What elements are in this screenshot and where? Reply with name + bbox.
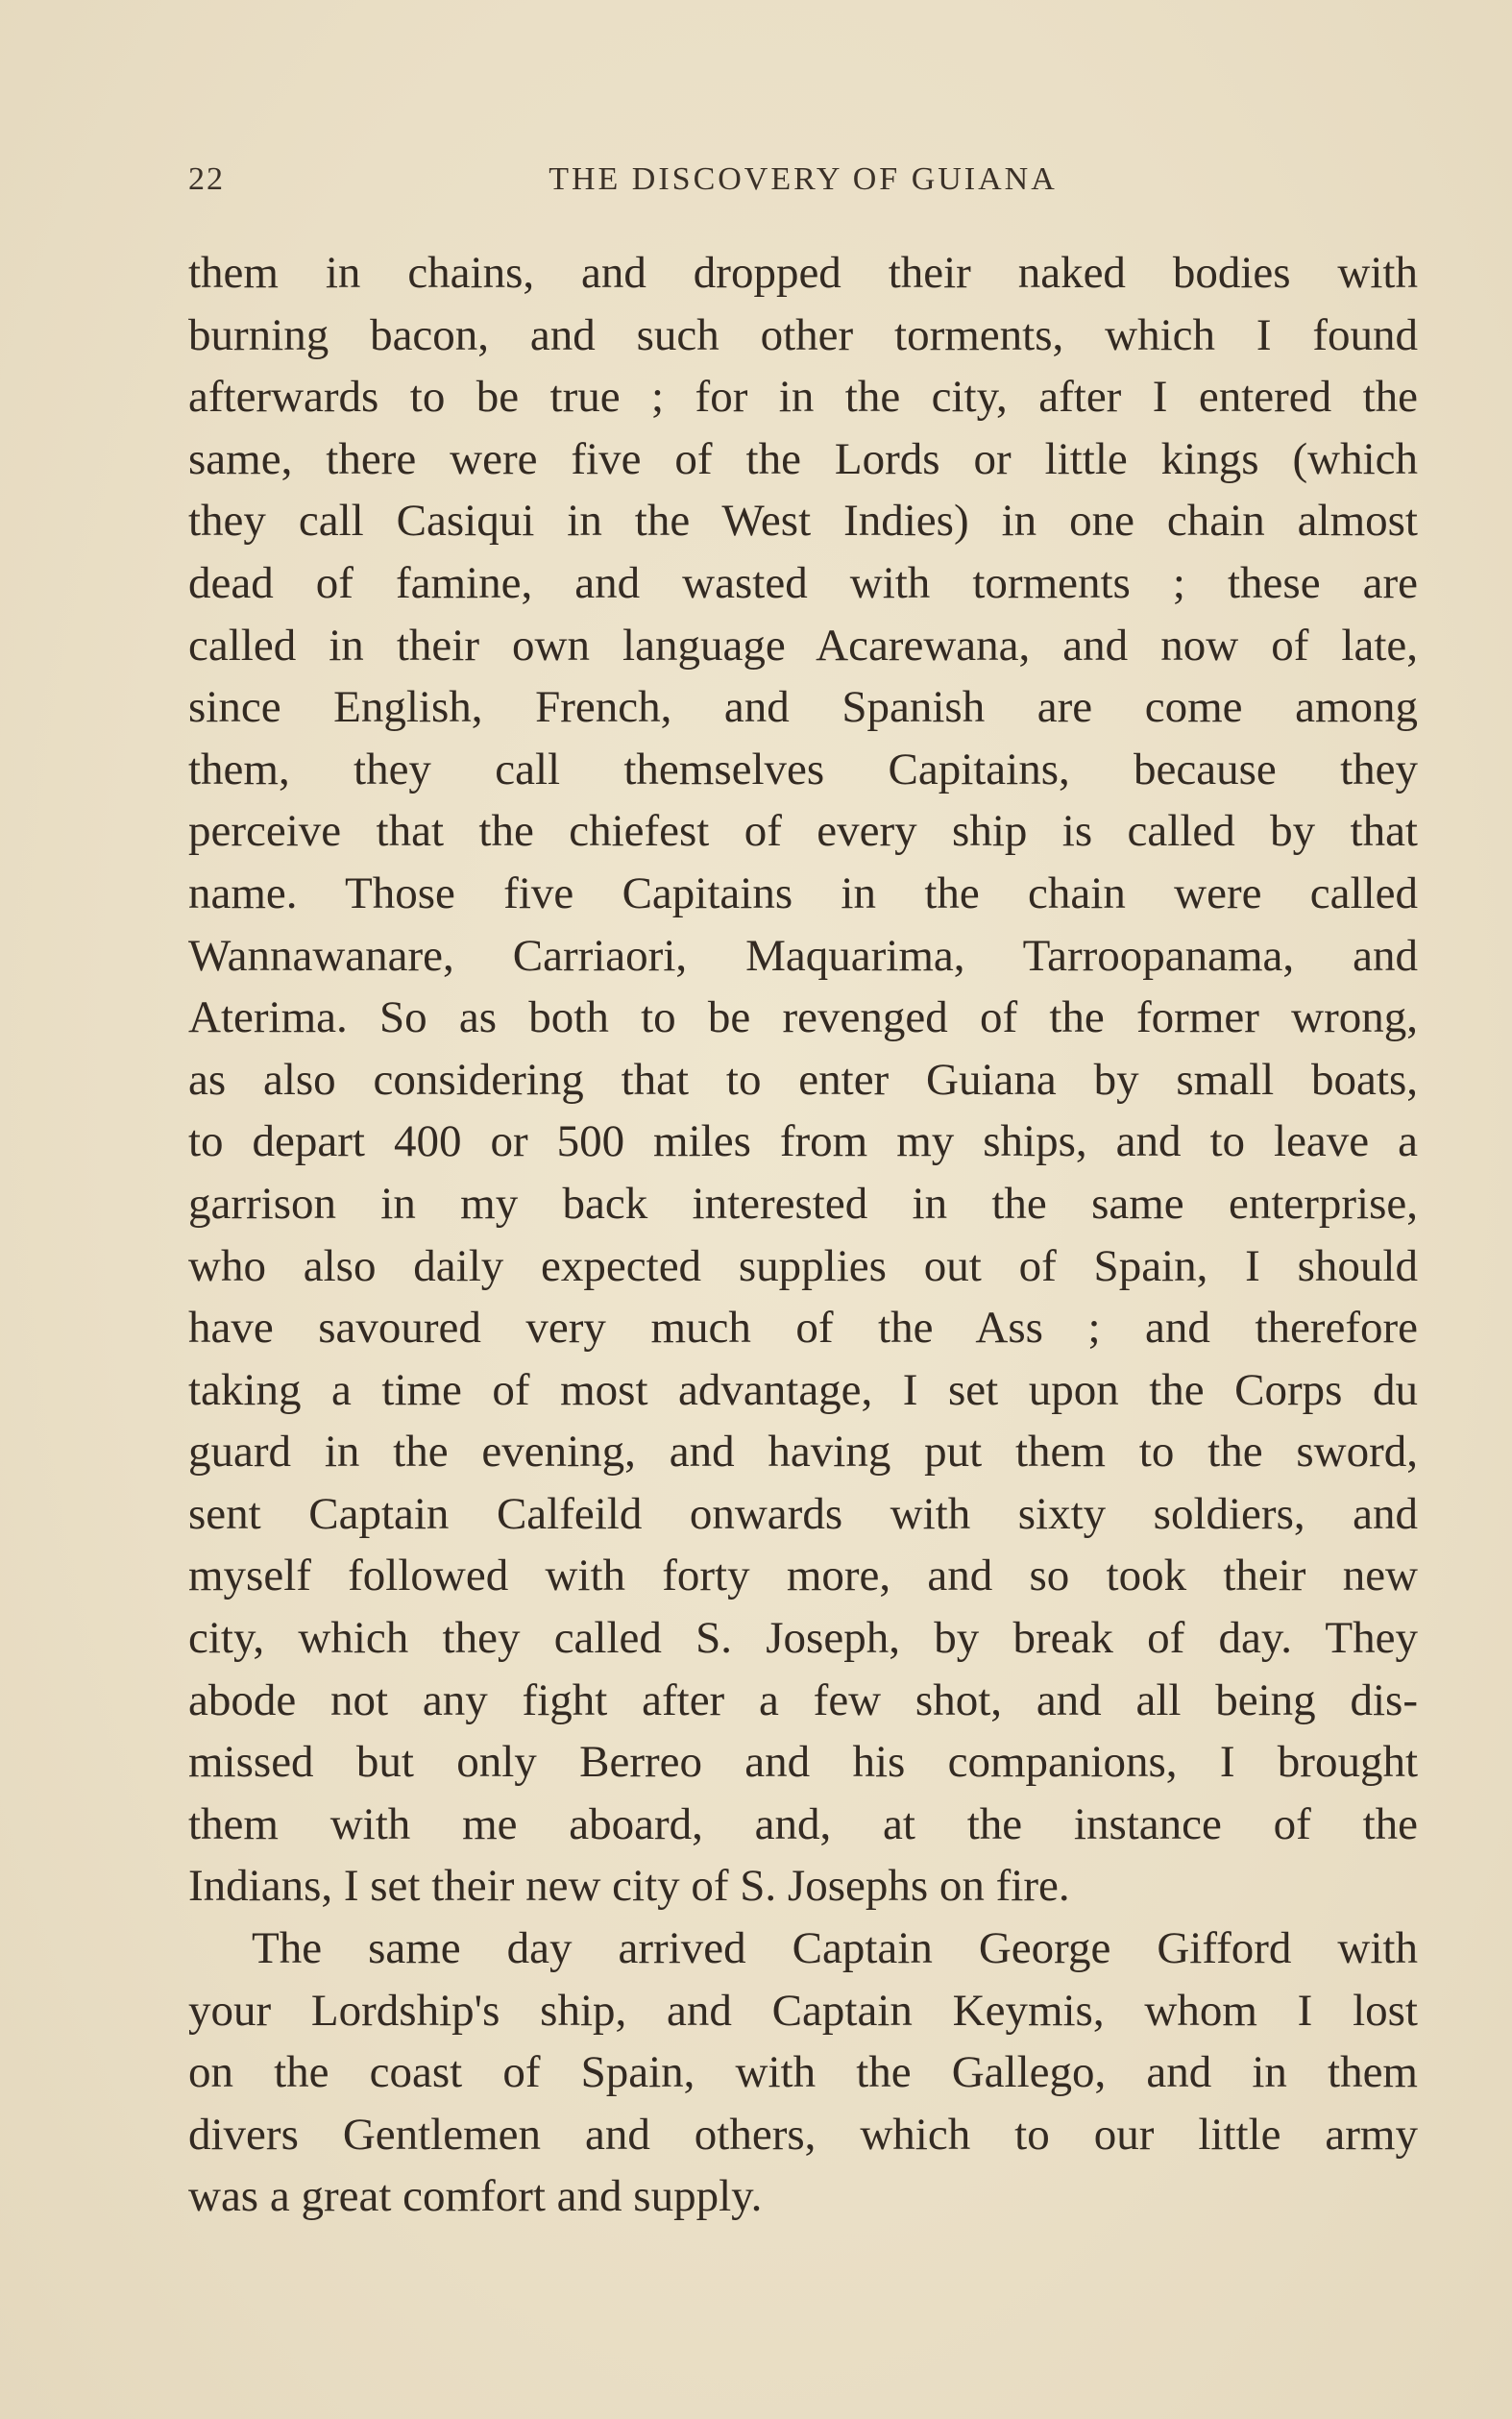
- text-line: to depart 400 or 500 miles from my ships, and to leave a: [188, 1116, 1418, 1167]
- text-line: divers Gentlemen and others, which to our little army: [188, 2109, 1418, 2160]
- text-line: burning bacon, and such other torments, which I found: [188, 309, 1418, 360]
- text-line: called in their own language Acarewana, and now of late,: [188, 620, 1418, 671]
- text-line: on the coast of Spain, with the Gallego, and in them: [188, 2047, 1418, 2098]
- page-header: [188, 152, 1418, 209]
- text-line: name. Those five Capitains in the chain were called: [188, 867, 1418, 918]
- text-line: Wannawanare, Carriaori, Maquarima, Tarroopanama, and: [188, 930, 1418, 981]
- text-line: myself followed with forty more, and so took their new: [188, 1551, 1418, 1601]
- text-line: abode not any fight after a few shot, and all being dis-: [188, 1674, 1418, 1725]
- text-line: Aterima. So as both to be revenged of the former wrong,: [188, 992, 1418, 1043]
- text-line: garrison in my back interested in the same enterprise,: [188, 1178, 1418, 1229]
- text-line: your Lordship's ship, and Captain Keymis, whom I lost: [188, 1985, 1418, 2036]
- text-line: was a great comfort and supply.: [188, 2171, 763, 2222]
- text-line: as also considering that to enter Guiana by small boats,: [188, 1054, 1418, 1105]
- text-line: have savoured very much of the Ass ; and therefore: [188, 1303, 1418, 1354]
- text-line: taking a time of most advantage, I set upon the Corps du: [188, 1364, 1418, 1415]
- text-line: them with me aboard, and, at the instance of the: [188, 1798, 1418, 1849]
- running-head: THE DISCOVERY OF GUIANA: [549, 161, 1058, 197]
- text-line: who also daily expected supplies out of Spain, I should: [188, 1240, 1418, 1291]
- text-line: since English, French, and Spanish are come among: [188, 682, 1418, 733]
- page-number: 22: [188, 161, 225, 197]
- text-line: city, which they called S. Joseph, by break of day. They: [188, 1613, 1418, 1664]
- body-text: [188, 242, 1418, 2228]
- text-line: dead of famine, and wasted with torments ; these are: [188, 557, 1418, 608]
- text-line: them in chains, and dropped their naked bodies with: [188, 248, 1418, 298]
- text-line: sent Captain Calfeild onwards with sixty soldiers, and: [188, 1488, 1418, 1539]
- text-line: same, there were five of the Lords or little kings (which: [188, 433, 1418, 484]
- text-line: afterwards to be true ; for in the city, after I entered the: [188, 372, 1418, 423]
- text-line: them, they call themselves Capitains, because they: [188, 744, 1418, 794]
- text-line: The same day arrived Captain George Gifford with: [252, 1923, 1418, 1974]
- text-line: missed but only Berreo and his companions, I brought: [188, 1737, 1418, 1788]
- text-line: they call Casiqui in the West Indies) in one chain almost: [188, 496, 1418, 547]
- text-line: Indians, I set their new city of S. Josephs on fire.: [188, 1861, 1070, 1912]
- text-line: guard in the evening, and having put them to the sword,: [188, 1427, 1418, 1478]
- text-line: perceive that the chiefest of every ship is called by that: [188, 806, 1418, 857]
